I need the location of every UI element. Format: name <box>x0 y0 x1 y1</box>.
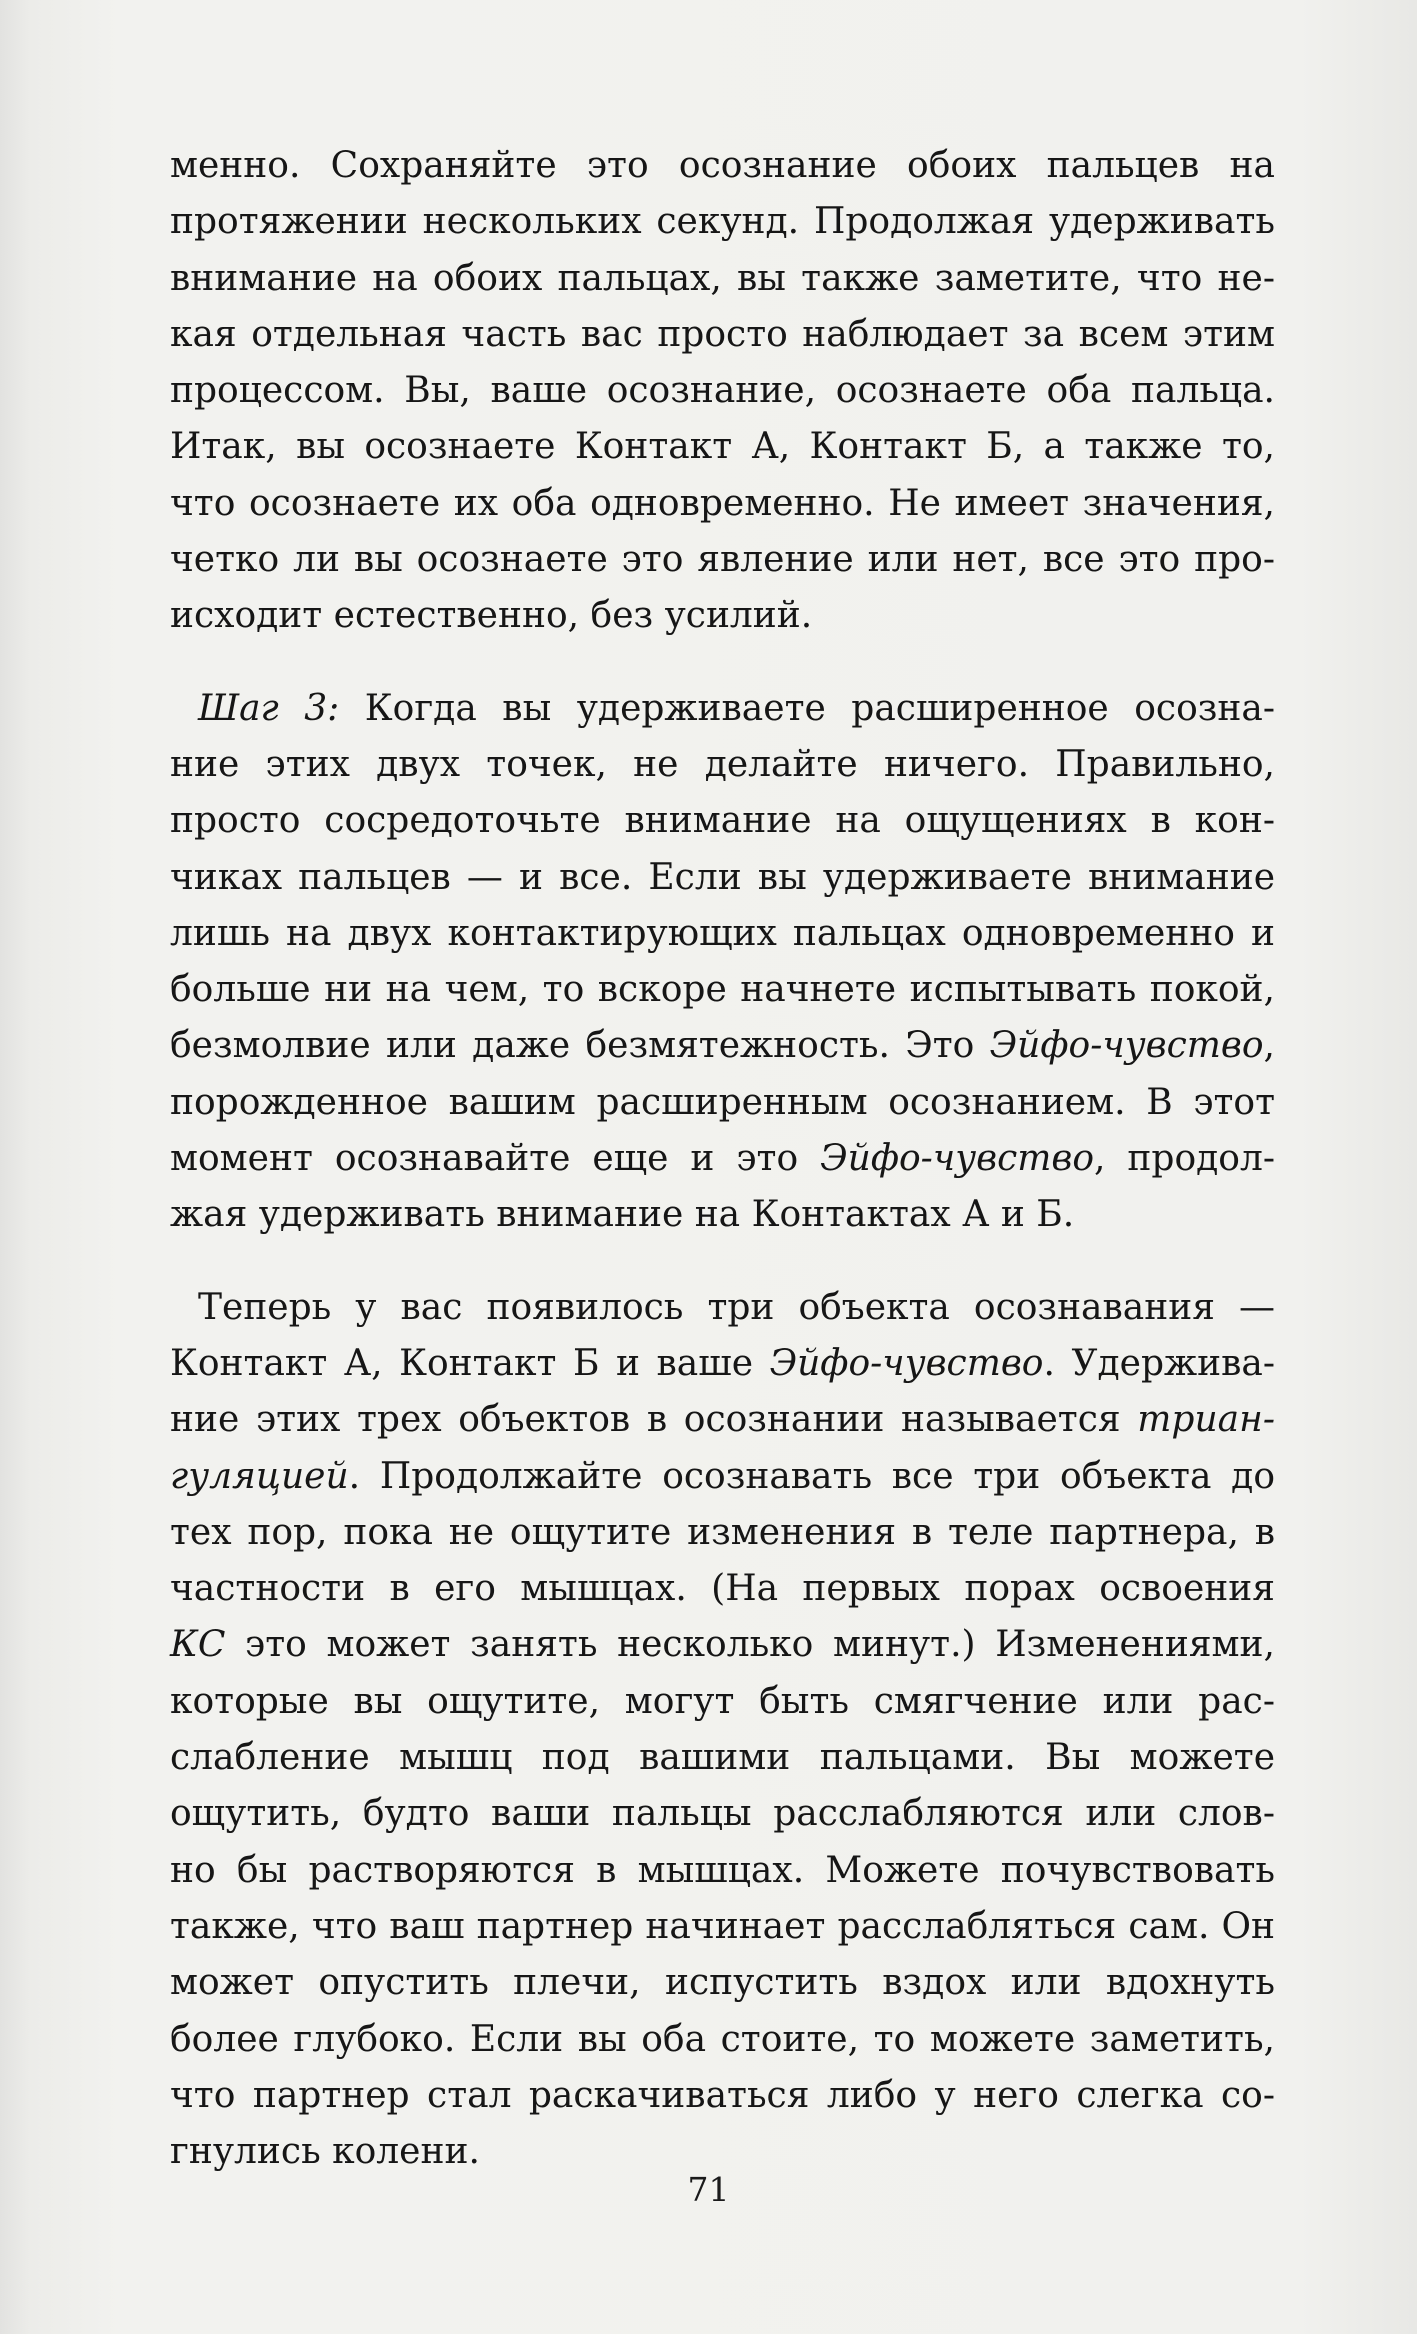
text-line: Итак, вы осознаете Контакт А, Контакт Б, а также то, <box>170 426 1275 468</box>
text-line: но бы растворяются в мышцах. Можете почувствовать <box>170 1849 1275 1891</box>
text-line: более глубоко. Если вы оба стоите, то можете заметить, <box>170 2018 1275 2060</box>
step-label: Шаг 3: <box>198 687 340 729</box>
italic-term: Эйфо-чувство <box>989 1025 1264 1067</box>
text-line: безмолвие или даже безмятежность. Это Эйфо-чувство, <box>170 1025 1275 1067</box>
italic-term: Эйфо-чувство <box>820 1138 1094 1180</box>
text-line: ощутить, будто ваши пальцы расслабляются или слов- <box>170 1793 1275 1835</box>
text-line: что осознаете их оба одновременно. Не имеет значения, <box>170 482 1275 524</box>
text-line: Контакт А, Контакт Б и ваше Эйфо-чувство. Удержива- <box>170 1342 1275 1384</box>
text-line: процессом. Вы, ваше осознание, осознаете оба пальца. <box>170 370 1275 412</box>
text-line: частности в его мышцах. (На первых порах освоения <box>170 1568 1275 1610</box>
text-line: также, что ваш партнер начинает расслабляться сам. Он <box>170 1905 1275 1947</box>
text-line: чиках пальцев — и все. Если вы удерживаете внимание <box>170 856 1275 898</box>
text-line: порожденное вашим расширенным осознанием. В этот <box>170 1081 1275 1123</box>
page-number: 71 <box>687 2170 730 2209</box>
text-line: слабление мышц под вашими пальцами. Вы можете <box>170 1737 1275 1779</box>
text-line: может опустить плечи, испустить вздох или вдохнуть <box>170 1962 1275 2004</box>
text-line: момент осознавайте еще и это Эйфо-чувство, продол- <box>170 1138 1275 1180</box>
text-line: четко ли вы осознаете это явление или нет, все это про- <box>170 539 1275 581</box>
text-line: внимание на обоих пальцах, вы также заметите, что не- <box>170 257 1275 299</box>
text-line: ние этих трех объектов в осознании называется триан- <box>170 1399 1275 1441</box>
text-line: протяжении нескольких секунд. Продолжая удерживать <box>170 201 1275 243</box>
text-line: лишь на двух контактирующих пальцах одновременно и <box>170 912 1275 954</box>
text-line: менно. Сохраняйте это осознание обоих пальцев на <box>170 145 1275 186</box>
text-line: жая удерживать внимание на Контактах А и Б. <box>170 1194 1075 1236</box>
paragraph-1 <box>170 138 1275 645</box>
paragraph-3 <box>170 1280 1275 2181</box>
text-line: Теперь у вас появилось три объекта осознавания — <box>198 1286 1275 1328</box>
text-line: что партнер стал раскачиваться либо у него слегка со- <box>170 2074 1275 2116</box>
paragraph-2 <box>170 681 1275 1244</box>
text-line: КС это может занять несколько минут.) Изменениями, <box>170 1624 1275 1666</box>
text-line: гнулись колени. <box>170 2131 480 2173</box>
text-line: ние этих двух точек, не делайте ничего. Правильно, <box>170 743 1275 785</box>
text-line: гуляцией. Продолжайте осознавать все три объекта до <box>170 1455 1275 1497</box>
text-line: больше ни на чем, то вскоре начнете испытывать покой, <box>170 969 1275 1011</box>
text-line: просто сосредоточьте внимание на ощущениях в кон- <box>170 800 1275 842</box>
text-line: кая отдельная часть вас просто наблюдает за всем этим <box>170 313 1275 355</box>
body-text <box>170 138 1275 2180</box>
text-line: тех пор, пока не ощутите изменения в теле партнера, в <box>170 1511 1275 1553</box>
text-line: Шаг 3: Когда вы удерживаете расширенное осозна- <box>198 687 1275 729</box>
text-line: исходит естественно, без усилий. <box>170 595 813 637</box>
text-line: которые вы ощутите, могут быть смягчение или рас- <box>170 1680 1275 1722</box>
